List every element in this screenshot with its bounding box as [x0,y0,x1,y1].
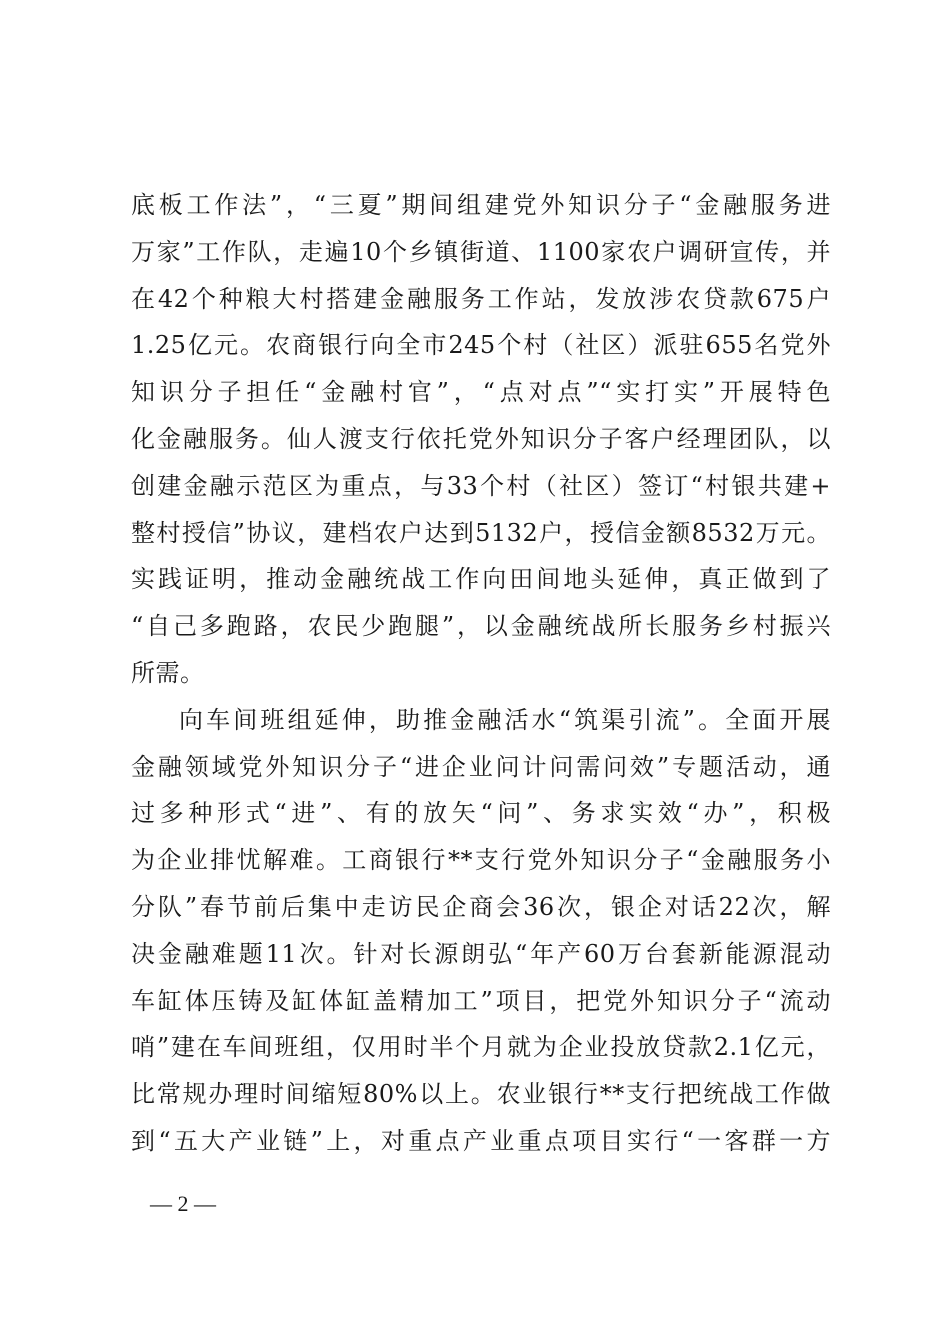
text-line: 整村授信”协议，建档农户达到5132户，授信金额8532万元。 [131,518,831,547]
text-line: 金融领域党外知识分子“进企业问计问需问效”专题活动，通 [131,752,831,781]
page-number: — 2 — [150,1191,216,1216]
text-line: 车缸体压铸及缸体缸盖精加工”项目，把党外知识分子“流动 [131,986,831,1015]
text-line: 在42个种粮大村搭建金融服务工作站，发放涉农贷款675户 [131,284,831,313]
text-line: 为企业排忧解难。工商银行**支行党外知识分子“金融服务小 [131,846,831,875]
text-line: 比常规办理时间缩短80%以上。农业银行**支行把统战工作做 [131,1080,831,1109]
text-line: 底板工作法”，“三夏”期间组建党外知识分子“金融服务进 [131,191,831,219]
text-line: 创建金融示范区为重点，与33个村（社区）签订“村银共建+ [131,471,831,500]
text-line: 1.25亿元。农商银行向全市245个村（社区）派驻655名党外 [131,331,831,360]
text-line: 所需。 [131,658,205,687]
text-line: 分队”春节前后集中走访民企商会36次，银企对话22次，解 [131,892,831,921]
text-line: 过多种形式“进”、有的放矢“问”、务求实效“办”，积极 [131,799,831,828]
body-text [131,182,831,1165]
text-line: 决金融难题11次。针对长源朗弘“年产60万台套新能源混动 [131,939,831,968]
text-line: 知识分子担任“金融村官”，“点对点”“实打实”开展特色 [131,378,831,407]
text-line: 化金融服务。仙人渡支行依托党外知识分子客户经理团队，以 [131,424,831,453]
text-line: 万家”工作队，走遍10个乡镇街道、1100家农户调研宣传，并 [131,237,831,266]
paragraph-start-line: 向车间班组延伸，助推金融活水“筑渠引流”。全面开展 [179,705,831,734]
text-line: “自己多跑路，农民少跑腿”，以金融统战所长服务乡村振兴 [131,612,831,641]
text-line: 哨”建在车间班组，仅用时半个月就为企业投放贷款2.1亿元， [131,1033,831,1062]
text-line: 到“五大产业链”上，对重点产业重点项目实行“一客群一方 [131,1126,831,1155]
text-line: 实践证明，推动金融统战工作向田间地头延伸，真正做到了 [131,565,831,594]
